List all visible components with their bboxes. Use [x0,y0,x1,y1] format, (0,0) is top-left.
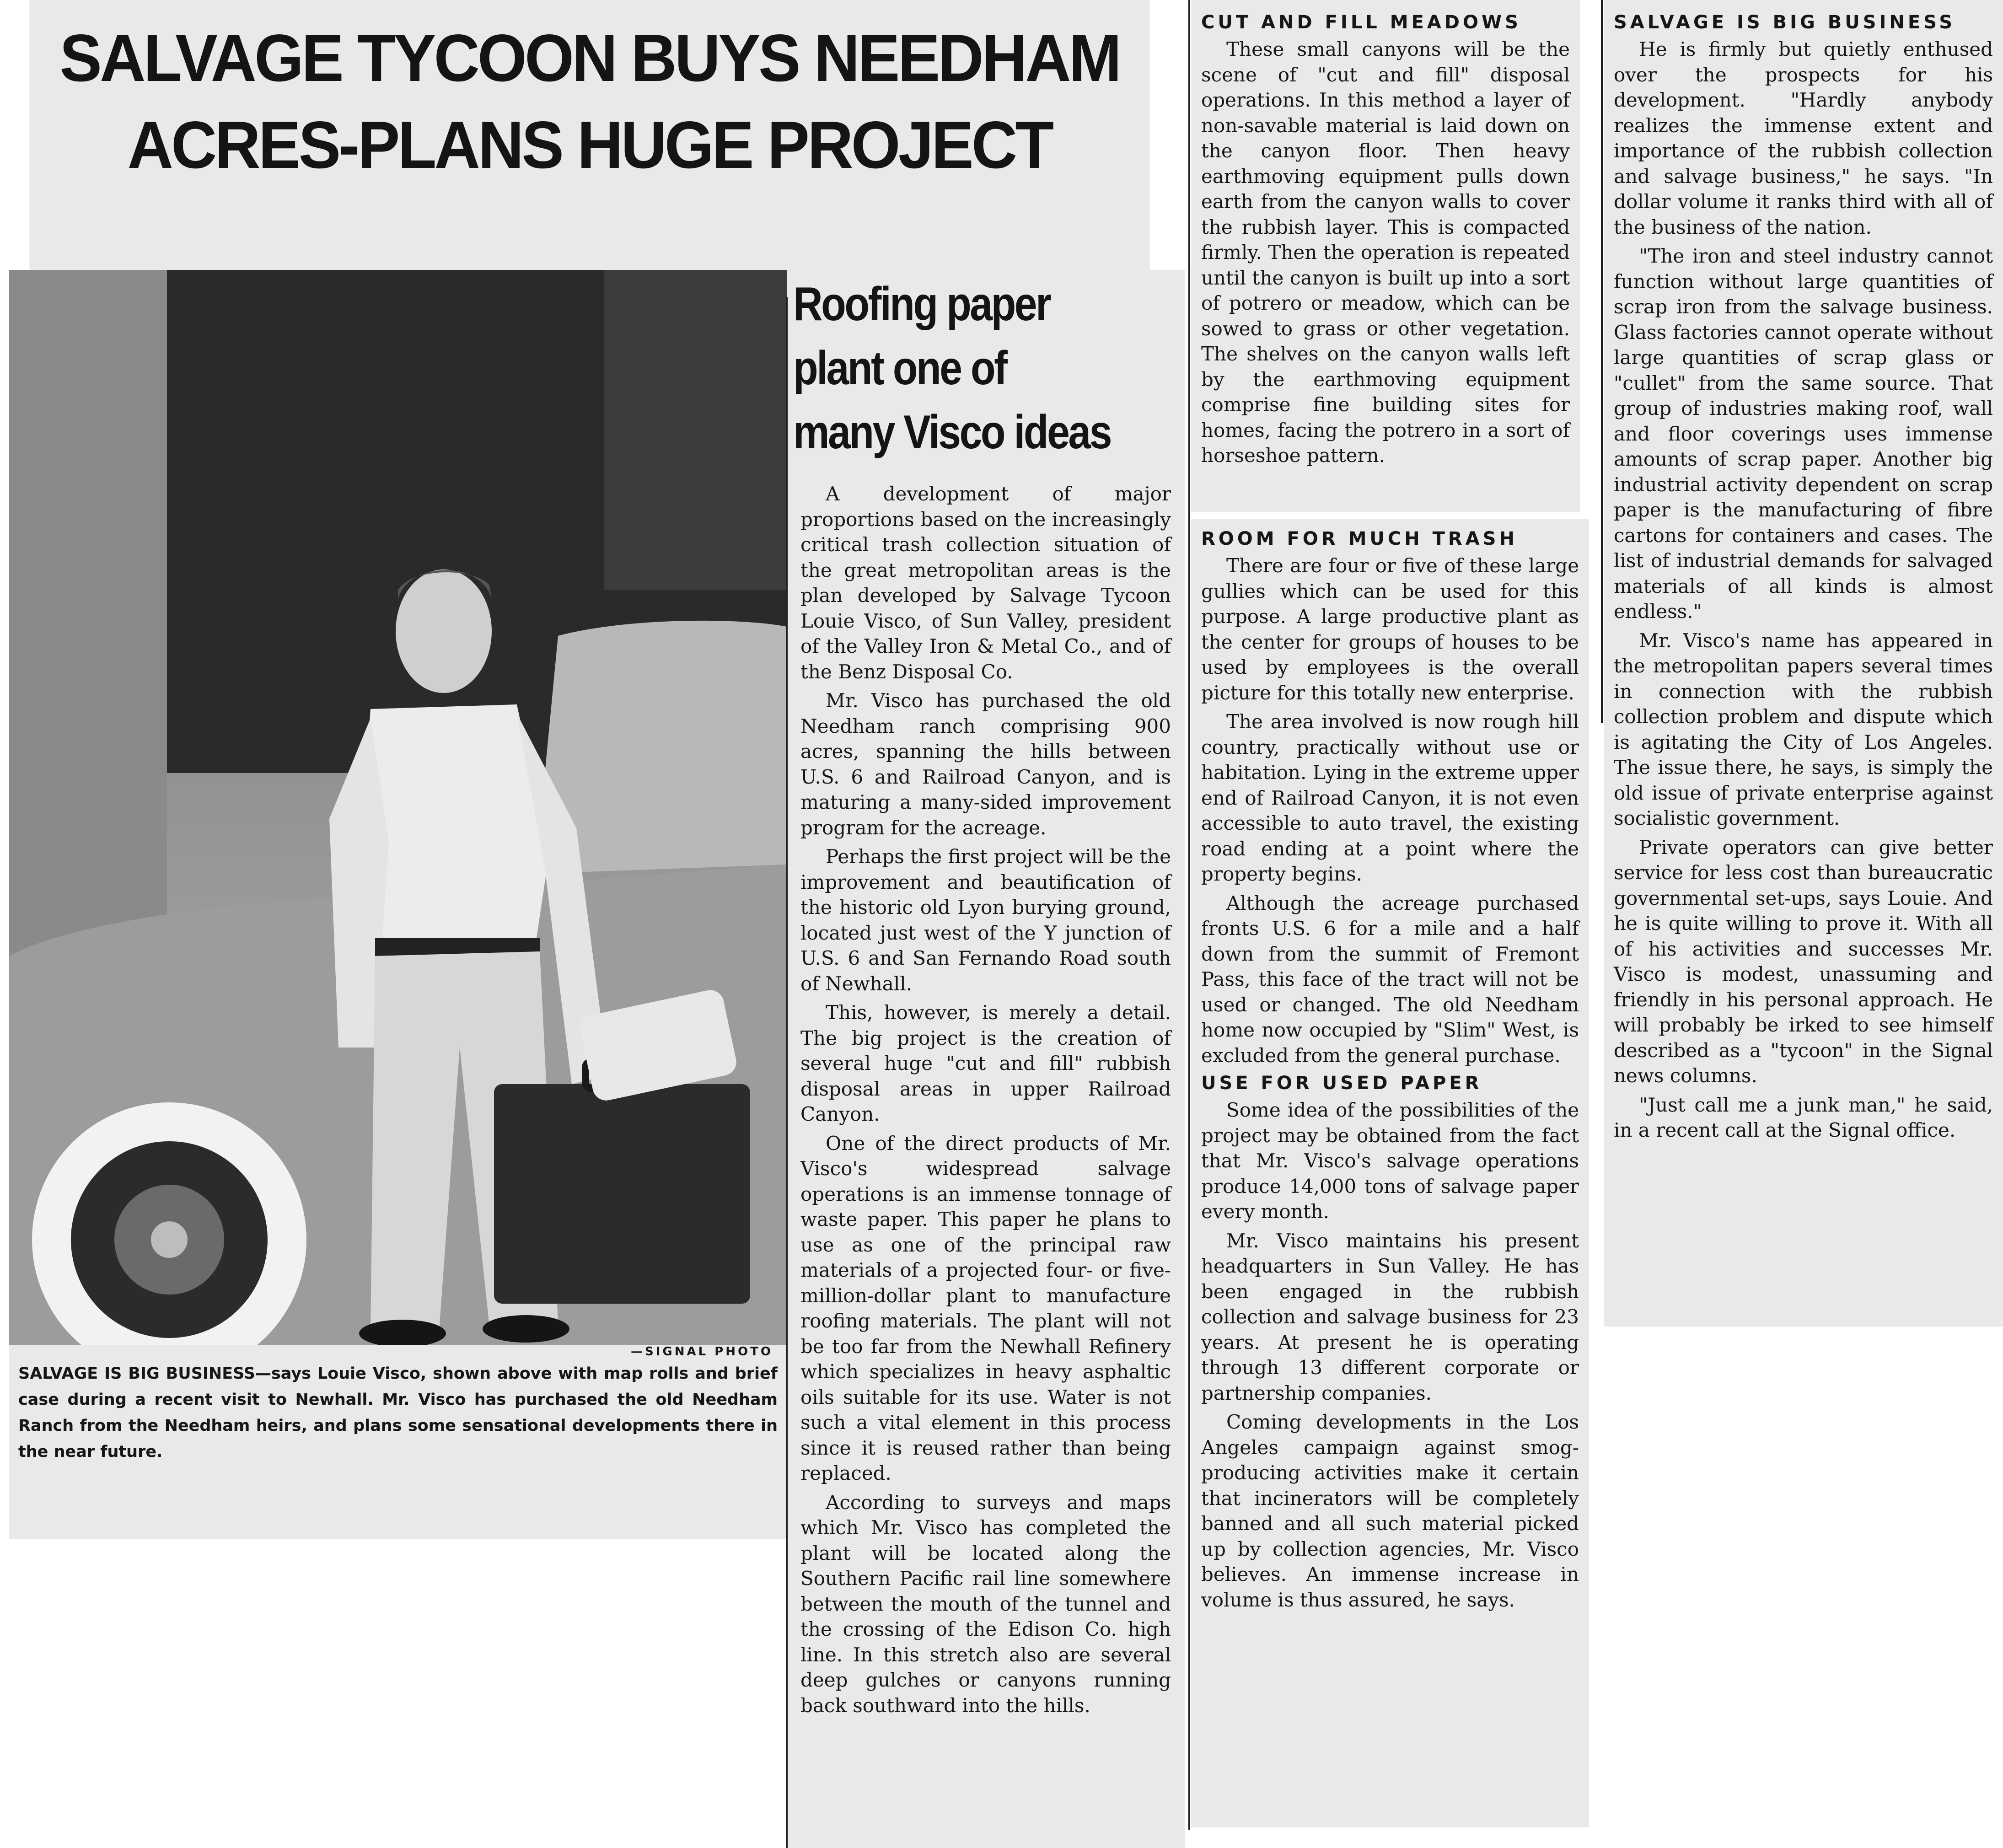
paragraph: "Just call me a junk man," he said, in a recent call at the Signal office. [1614,1093,1993,1141]
paragraph: Mr. Visco's name has appeared in the metropolitan papers several times in connection with the rubbish collection problem and dispute which is agitating the City of Los Angeles. The issue there, he says, is simply the old issue of private enterprise against socialistic government. [1614,629,1993,829]
paragraph: Coming developments in the Los Angeles campaign against smog- producing activities make it certain that incinerators will be completely banned and all such material picked up by collection agencies, Mr. Visco believes. An immense increase in volume is thus assured, he says. [1201,1411,1579,1611]
article-column-3-top [1191,0,1580,512]
article-column-4 [1604,0,2003,1327]
paragraph: "The iron and steel industry cannot function without large quantities of scrap iron from the salvage business. Glass factories cannot operate without large quantities of scrap glass or "cullet" from the same source. That group of industries making roof, wall and floor coverings uses immense amounts of scrap paper. Another big industrial activity dependent on scrap paper is the manufacturing of fibre cartons for containers and cases. The list of industrial demands for salvaged materials of all kinds is almost endless." [1614,245,1993,623]
paragraph: A development of major proportions based on the increasingly critical trash collection situation of the great metropolitan areas is the plan developed by Salvage Tycoon Louie Visco, of Sun Valley, president of the Valley Iron & Metal Co., and of the Benz Disposal Co. [800,483,1171,683]
paragraph: Although the acreage purchased fronts U.S. 6 for a mile and a half down from the summit of Fremont Pass, this face of the tract will not be used or changed. The old Needham home now occupied by "Slim" West, is excluded from the general purchase. [1201,892,1579,1067]
subhead-line-3: many Visco ideas [793,406,1111,459]
photo-panel [9,270,787,1539]
section-heading: USE FOR USED PAPER [1201,1073,1482,1094]
photograph-visco-with-car [9,270,787,1345]
article-column-3-bottom [1191,519,1589,1827]
column-rule [1188,0,1190,1830]
photo-credit: —SIGNAL PHOTO [631,1345,773,1359]
section-heading: SALVAGE IS BIG BUSINESS [1614,12,1956,33]
column-rule [1601,0,1603,723]
article-column-2 [787,471,1185,1848]
section-heading: ROOM FOR MUCH TRASH [1201,528,1518,549]
paragraph: Private operators can give better service for less cost than bureaucratic governmental set-ups, says Louie. And he is quite willing to prove it. With all of his activities and successes Mr. Visco is modest, unassuming and friendly in his personal approach. He will probably be irked to see himself described as a "tycoon" in the Signal news columns. [1614,836,1993,1087]
section-heading: CUT AND FILL MEADOWS [1201,12,1521,33]
photo-illustration [9,270,787,1345]
paragraph: One of the direct products of Mr. Visco's widespread salvage operations is an immense tonnage of waste paper. This paper he plans to use as one of the principal raw materials of a projected four- or five-million-dollar plant to manufacture roofing materials. The plant will not be too far from the Newhall Refinery which specializes in heavy asphaltic oils suitable for its use. Water is not such a vital element in this process since it is reused rather than being replaced. [800,1132,1171,1484]
paragraph: These small canyons will be the scene of "cut and fill" disposal operations. In this method a layer of non-savable material is laid down on the canyon floor. Then heavy earthmoving equipment pulls down earth from the canyon walls to cover the rubbish layer. This is compacted firmly. Then the operation is repeated until the canyon is built up into a sort of potrero or meadow, which can be sowed to grass or other vegetation. The shelves on the canyon walls left by the earthmoving equipment comprise fine building sites for homes, facing the potrero in a sort of horseshoe pattern. [1201,38,1570,467]
headline [29,0,1149,270]
headline-line-2: ACRES-PLANS HUGE PROJECT [127,107,1052,182]
paragraph: Perhaps the first project will be the improvement and beautification of the historic old Lyon burying ground, located just west of the Y junction of U.S. 6 and San Fernando Road south of Newhall. [800,845,1171,995]
headline-line-1: SALVAGE TYCOON BUYS NEEDHAM [59,21,1120,95]
subhead-line-1: Roofing paper [793,278,1050,331]
photo-caption: SALVAGE IS BIG BUSINESS—says Louie Visco, shown above with map rolls and brief case during a recent visit to Newhall. Mr. Visco has purchased the old Needham Ranch from the Needham heirs, and plans some sensational developments there in the near future. [18,1365,778,1461]
paragraph: The area involved is now rough hill country, practically without use or habitation. Lying in the extreme upper end of Railroad Canyon, it is not even accessible to auto travel, the existing road ending at a point where the property begins. [1201,710,1579,885]
subheadline [793,272,1128,464]
subhead-line-2: plant one of [793,342,1006,395]
paragraph: He is firmly but quietly enthused over the prospects for his development. "Hardly anybody realizes the immense extent and importance of the rubbish collection and salvage business," he says. "In dollar volume it ranks third with all of the business of the nation. [1614,38,1993,238]
paragraph: This, however, is merely a detail. The big project is the creation of several huge "cut and fill" rubbish disposal areas in upper Railroad Canyon. [800,1001,1171,1125]
paragraph: According to surveys and maps which Mr. Visco has completed the plant will be located along the Southern Pacific rail line somewhere between the mouth of the tunnel and the crossing of the Edison Co. high line. In this stretch also are several deep gulches or canyons running back southward into the hills. [800,1491,1171,1717]
paragraph: Mr. Visco has purchased the old Needham ranch comprising 900 acres, spanning the hills between U.S. 6 and Railroad Canyon, and is maturing a many-sided improvement program for the acreage. [800,689,1171,839]
paragraph: Some idea of the possibilities of the project may be obtained from the fact that Mr. Visco's salvage operations produce 14,000 tons of salvage paper every month. [1201,1099,1579,1223]
subhead-panel [787,270,1185,471]
paragraph: Mr. Visco maintains his present headquarters in Sun Valley. He has been engaged in the rubbish collection and salvage business for 23 years. At present he is operating through 13 different corporate or partnership companies. [1201,1229,1579,1404]
column-rule [786,297,788,1848]
paragraph: There are four or five of these large gullies which can be used for this purpose. A large productive plant as the center for groups of houses to be used by employees is the overall picture for this totally new enterprise. [1201,554,1579,704]
